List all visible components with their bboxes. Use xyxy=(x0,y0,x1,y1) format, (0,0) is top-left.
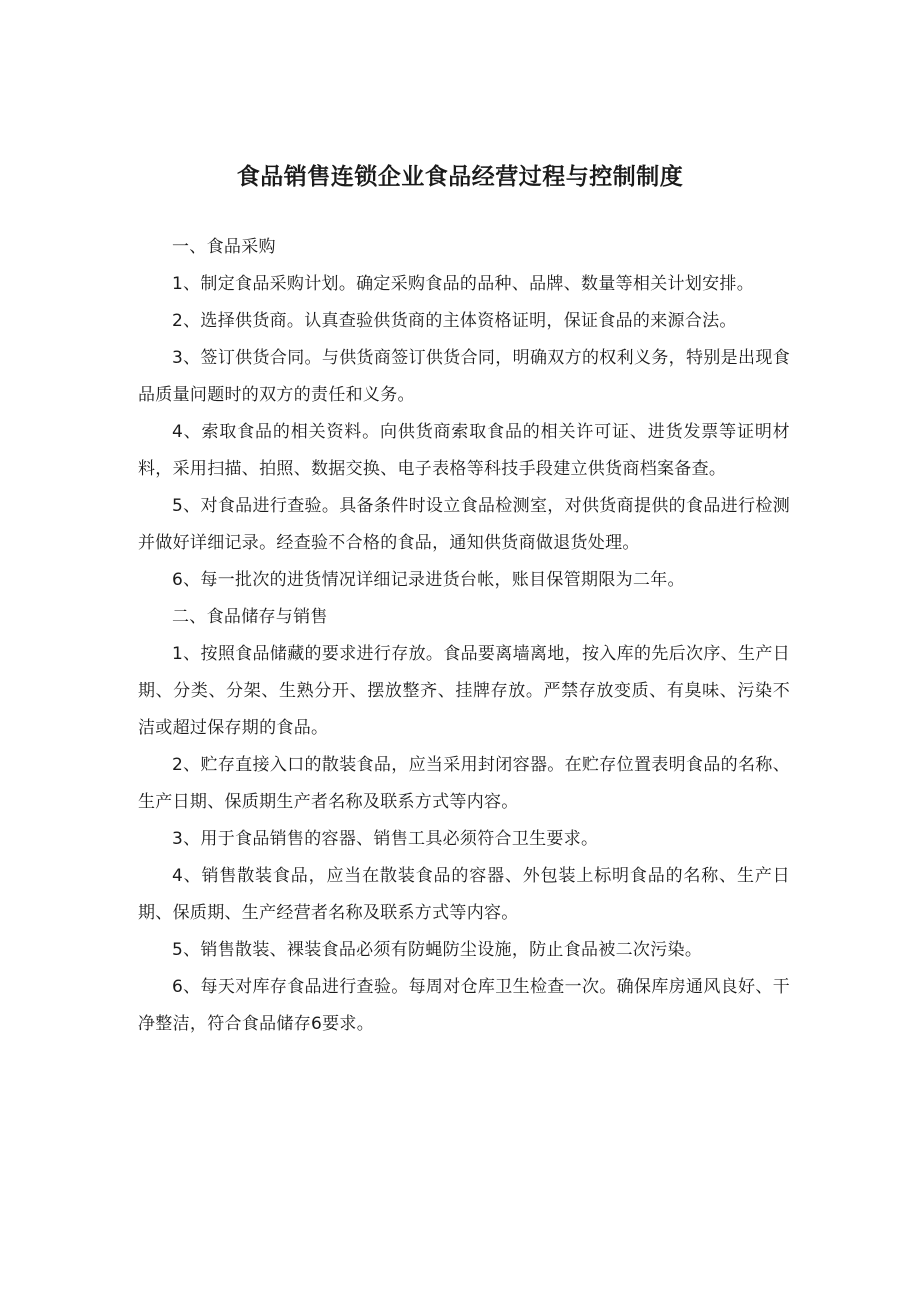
section-heading-procurement: 一、食品采购 xyxy=(172,237,276,257)
paragraph-bulk-food-storage: 2、贮存直接入口的散装食品，应当采用封闭容器。在贮存位置表明食品的名称、生产日期、保质期生产者名称及联系方式等内容。 xyxy=(138,755,790,812)
paragraph-obtain-documents: 4、索取食品的相关资料。向供货商索取食品的相关许可证、进货发票等证明材料，采用扫描、拍照、数据交换、电子表格等科技手段建立供货商档案备查。 xyxy=(138,422,790,479)
paragraph-bulk-food-labeling: 4、销售散装食品，应当在散装食品的容器、外包装上标明食品的名称、生产日期、保质期、生产经营者名称及联系方式等内容。 xyxy=(138,866,790,923)
paragraph-daily-inspection: 6、每天对库存食品进行查验。每周对仓库卫生检查一次。确保库房通风良好、干净整洁，符合食品储存6要求。 xyxy=(138,977,790,1034)
paragraph-select-supplier: 2、选择供货商。认真查验供货商的主体资格证明，保证食品的来源合法。 xyxy=(172,311,737,331)
paragraph-pest-protection: 5、销售散装、裸装食品必须有防蝇防尘设施，防止食品被二次污染。 xyxy=(172,940,703,960)
paragraph-purchase-records: 6、每一批次的进货情况详细记录进货台帐，账目保管期限为二年。 xyxy=(172,570,685,590)
document-body xyxy=(138,229,790,1043)
paragraph-procurement-plan: 1、制定食品采购计划。确定采购食品的品种、品牌、数量等相关计划安排。 xyxy=(172,274,755,294)
paragraph-inspection: 5、对食品进行查验。具备条件时设立食品检测室，对供货商提供的食品进行检测并做好详细记录。经查验不合格的食品，通知供货商做退货处理。 xyxy=(138,496,790,553)
paragraph-storage-requirements: 1、按照食品储藏的要求进行存放。食品要离墙离地，按入库的先后次序、生产日期、分类、分架、生熟分开、摆放整齐、挂牌存放。严禁存放变质、有臭味、污染不洁或超过保存期的食品。 xyxy=(138,644,790,738)
paragraph-sales-containers: 3、用于食品销售的容器、销售工具必须符合卫生要求。 xyxy=(172,829,599,849)
paragraph-supply-contract: 3、签订供货合同。与供货商签订供货合同，明确双方的权利义务，特别是出现食品质量问题时的双方的责任和义务。 xyxy=(138,348,790,405)
document-title: 食品销售连锁企业食品经营过程与控制制度 xyxy=(236,164,684,190)
section-heading-storage-sales: 二、食品储存与销售 xyxy=(172,607,328,627)
